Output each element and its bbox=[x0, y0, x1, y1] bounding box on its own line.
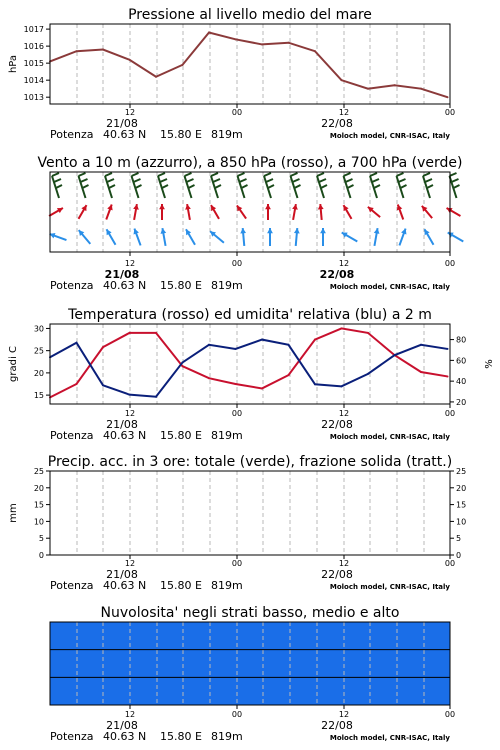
humidity-line-point bbox=[420, 344, 422, 346]
temperature-line-point bbox=[102, 346, 104, 348]
cloud-cover-chart bbox=[50, 605, 450, 705]
wind-10m-arrow bbox=[210, 231, 224, 243]
date-label: 21/08 bbox=[106, 418, 138, 431]
x-tick-label: 12 bbox=[124, 710, 136, 719]
wind-850hpa-arrow bbox=[292, 204, 298, 220]
wind-850hpa-arrow bbox=[79, 205, 87, 219]
wind-850hpa-arrow bbox=[318, 204, 324, 220]
y-tick-label: 25 bbox=[33, 467, 44, 476]
y-tick-label: 20 bbox=[33, 368, 44, 378]
date-label: 22/08 bbox=[321, 568, 353, 581]
wind-700hpa-barb bbox=[370, 173, 380, 198]
location-lon: 15.80 E bbox=[160, 279, 202, 292]
temperature-humidity-chart bbox=[8, 307, 495, 407]
wind-850hpa-arrow bbox=[344, 205, 352, 219]
y-tick-label: 5 bbox=[38, 534, 44, 544]
humidity-line-point bbox=[288, 344, 290, 346]
x-tick-label: 00 bbox=[444, 710, 456, 719]
model-credit: Moloch model, CNR-ISAC, Italy bbox=[329, 734, 450, 742]
model-credit: Moloch model, CNR-ISAC, Italy bbox=[329, 132, 450, 140]
y-tick-label: 20 bbox=[33, 483, 44, 493]
humidity-line-point bbox=[394, 354, 396, 356]
wind-850hpa-arrow bbox=[106, 204, 112, 219]
wind-700hpa-barb bbox=[211, 173, 221, 198]
location-lat: 40.63 N bbox=[103, 279, 147, 292]
date-label: 21/08 bbox=[106, 117, 138, 130]
date-label: 22/08 bbox=[321, 719, 353, 732]
pressure-line-point bbox=[129, 59, 131, 61]
plot-frame bbox=[50, 24, 450, 104]
y-tick-label: 0 bbox=[38, 551, 44, 560]
date-label: 22/08 bbox=[319, 268, 355, 281]
precipitation-chart bbox=[8, 454, 466, 560]
pressure-line bbox=[50, 33, 448, 98]
y-axis-label: mm bbox=[8, 503, 19, 523]
humidity-line-point bbox=[76, 342, 78, 344]
model-credit: Moloch model, CNR-ISAC, Italy bbox=[329, 283, 450, 291]
pressure-line-point bbox=[182, 64, 184, 66]
wind-850hpa-arrow bbox=[185, 204, 191, 220]
pressure-line-point bbox=[208, 32, 210, 34]
wind-700hpa-barb bbox=[344, 173, 354, 198]
humidity-line-point bbox=[208, 344, 210, 346]
y-tick-label-right: 20 bbox=[456, 483, 467, 493]
wind-850hpa-arrow bbox=[211, 205, 219, 219]
location-name: Potenza bbox=[50, 579, 94, 592]
y-tick-label-right: 20 bbox=[456, 397, 467, 407]
chart-title: Nuvolosita' negli strati basso, medio e alto bbox=[100, 605, 400, 621]
pressure-line-point bbox=[367, 88, 369, 90]
temperature-line-point bbox=[288, 374, 290, 376]
location-elevation: 819m bbox=[211, 429, 243, 442]
pressure-line-point bbox=[155, 76, 157, 78]
location-name: Potenza bbox=[50, 429, 94, 442]
wind-700hpa-barb bbox=[105, 173, 115, 198]
temperature-line-point bbox=[420, 371, 422, 373]
wind-10m-arrow bbox=[267, 228, 273, 246]
location-elevation: 819m bbox=[211, 579, 243, 592]
humidity-line-point bbox=[367, 373, 369, 375]
wind-850hpa-arrow bbox=[422, 206, 432, 218]
temperature-line-point bbox=[314, 339, 316, 341]
temperature-line-point bbox=[367, 332, 369, 334]
x-tick-label: 00 bbox=[444, 559, 456, 568]
pressure-line-point bbox=[235, 38, 237, 40]
wind-700hpa-barb bbox=[79, 173, 89, 198]
location-lon: 15.80 E bbox=[160, 429, 202, 442]
x-tick-label: 12 bbox=[338, 108, 350, 117]
y-tick-label-right: 60 bbox=[456, 356, 467, 366]
wind-700hpa-barb bbox=[264, 173, 274, 198]
y-tick-label: 15 bbox=[33, 500, 44, 510]
x-tick-label: 00 bbox=[231, 710, 243, 719]
y-tick-label: 1013 bbox=[23, 93, 44, 103]
y-tick-label: 1014 bbox=[23, 76, 44, 86]
humidity-line-point bbox=[182, 361, 184, 363]
wind-700hpa-barb bbox=[291, 173, 301, 198]
x-tick-label: 12 bbox=[124, 259, 136, 268]
pressure-line-point bbox=[261, 43, 263, 45]
wind-850hpa-arrow bbox=[397, 204, 403, 219]
y-tick-label-right: 25 bbox=[456, 467, 467, 476]
cloud-cover-fill bbox=[50, 622, 450, 705]
location-name: Potenza bbox=[50, 128, 94, 141]
wind-10m-arrow bbox=[399, 229, 406, 246]
humidity-line-point bbox=[261, 339, 263, 341]
date-label: 22/08 bbox=[321, 117, 353, 130]
wind-850hpa-arrow bbox=[265, 204, 271, 220]
wind-850hpa-arrow bbox=[447, 208, 461, 216]
location-name: Potenza bbox=[50, 279, 94, 292]
plot-frame bbox=[50, 324, 450, 404]
time-axis-3 bbox=[50, 555, 455, 592]
location-elevation: 819m bbox=[211, 730, 243, 743]
wind-10m-arrow bbox=[425, 229, 434, 245]
y-tick-label-right: 10 bbox=[456, 517, 467, 527]
y-tick-label-right: 40 bbox=[456, 377, 467, 387]
temperature-line-point bbox=[447, 375, 449, 377]
temperature-line-point bbox=[155, 332, 157, 334]
x-tick-label: 12 bbox=[338, 409, 350, 418]
chart-title: Temperatura (rosso) ed umidita' relativa (blu) a 2 m bbox=[68, 307, 432, 323]
y-tick-label-right: 5 bbox=[456, 534, 462, 544]
x-tick-label: 12 bbox=[338, 559, 350, 568]
temperature-line-point bbox=[261, 387, 263, 389]
humidity-line-point bbox=[341, 385, 343, 387]
x-tick-label: 12 bbox=[338, 710, 350, 719]
wind-850hpa-arrow bbox=[237, 205, 246, 218]
humidity-line bbox=[50, 340, 448, 397]
location-lon: 15.80 E bbox=[160, 730, 202, 743]
wind-700hpa-barb bbox=[450, 173, 460, 198]
wind-10m-arrow bbox=[107, 229, 116, 245]
time-axis-0 bbox=[50, 104, 455, 141]
wind-10m-arrow bbox=[240, 228, 246, 246]
y-axis-label: hPa bbox=[8, 54, 19, 74]
x-tick-label: 00 bbox=[231, 259, 243, 268]
time-axis-4 bbox=[50, 705, 455, 743]
location-lat: 40.63 N bbox=[103, 730, 147, 743]
y-axis-label-right: % bbox=[484, 359, 495, 369]
pressure-chart bbox=[8, 7, 450, 104]
temperature-line-point bbox=[129, 332, 131, 334]
wind-10m-arrow bbox=[50, 233, 67, 240]
wind-10m-arrow bbox=[374, 228, 380, 246]
location-name: Potenza bbox=[50, 730, 94, 743]
wind-850hpa-arrow bbox=[159, 204, 165, 220]
y-tick-label: 15 bbox=[33, 391, 44, 401]
wind-700hpa-barb bbox=[158, 173, 168, 198]
location-lon: 15.80 E bbox=[160, 579, 202, 592]
y-tick-label: 10 bbox=[33, 517, 44, 527]
temperature-line-point bbox=[208, 377, 210, 379]
plot-frame bbox=[50, 471, 450, 555]
pressure-line-point bbox=[76, 50, 78, 52]
y-tick-label-right: 0 bbox=[456, 551, 462, 560]
x-tick-label: 12 bbox=[338, 259, 350, 268]
wind-700hpa-barb bbox=[238, 173, 248, 198]
humidity-line-point bbox=[235, 348, 237, 350]
location-elevation: 819m bbox=[211, 128, 243, 141]
time-axis-2 bbox=[50, 404, 455, 442]
wind-700hpa-barb bbox=[317, 173, 327, 198]
x-tick-label: 00 bbox=[444, 409, 456, 418]
wind-700hpa-barb bbox=[185, 173, 195, 198]
temperature-line-point bbox=[341, 327, 343, 329]
date-label: 22/08 bbox=[321, 418, 353, 431]
chart-title: Vento a 10 m (azzurro), a 850 hPa (rosso), a 700 hPa (verde) bbox=[37, 155, 463, 171]
location-lat: 40.63 N bbox=[103, 579, 147, 592]
y-tick-label: 25 bbox=[33, 346, 44, 356]
wind-10m-arrow bbox=[134, 229, 141, 246]
x-tick-label: 00 bbox=[231, 559, 243, 568]
humidity-line-point bbox=[314, 383, 316, 385]
location-lon: 15.80 E bbox=[160, 128, 202, 141]
wind-chart bbox=[37, 155, 463, 252]
x-tick-label: 00 bbox=[444, 259, 456, 268]
time-axis-1 bbox=[50, 252, 455, 292]
wind-10m-arrow bbox=[186, 229, 195, 245]
location-lat: 40.63 N bbox=[103, 128, 147, 141]
humidity-line-point bbox=[155, 396, 157, 398]
model-credit: Moloch model, CNR-ISAC, Italy bbox=[329, 583, 450, 591]
humidity-line-point bbox=[447, 348, 449, 350]
pressure-line-point bbox=[102, 49, 104, 51]
x-tick-label: 00 bbox=[444, 108, 456, 117]
x-tick-label: 12 bbox=[124, 409, 136, 418]
temperature-line-point bbox=[76, 383, 78, 385]
x-tick-label: 00 bbox=[231, 108, 243, 117]
date-label: 21/08 bbox=[104, 268, 140, 281]
wind-700hpa-barb bbox=[52, 173, 62, 198]
date-label: 21/08 bbox=[106, 568, 138, 581]
wind-700hpa-barb bbox=[132, 173, 142, 198]
chart-title: Pressione al livello medio del mare bbox=[128, 7, 372, 23]
y-tick-label: 1015 bbox=[23, 59, 44, 69]
x-tick-label: 00 bbox=[231, 409, 243, 418]
pressure-line-point bbox=[314, 50, 316, 52]
pressure-line-point bbox=[420, 88, 422, 90]
pressure-line-point bbox=[341, 79, 343, 81]
chart-title: Precip. acc. in 3 ore: totale (verde), frazione solida (tratt.) bbox=[47, 454, 453, 470]
x-tick-label: 12 bbox=[124, 108, 136, 117]
humidity-line-point bbox=[129, 394, 131, 396]
y-tick-label-right: 80 bbox=[456, 335, 467, 345]
wind-850hpa-arrow bbox=[49, 208, 63, 216]
y-tick-label: 1016 bbox=[23, 42, 44, 52]
wind-10m-arrow bbox=[320, 228, 326, 246]
wind-10m-arrow bbox=[79, 230, 91, 244]
location-lat: 40.63 N bbox=[103, 429, 147, 442]
y-tick-label: 30 bbox=[33, 324, 44, 334]
date-label: 21/08 bbox=[106, 719, 138, 732]
wind-700hpa-barb bbox=[397, 173, 407, 198]
wind-850hpa-arrow bbox=[133, 204, 139, 220]
pressure-line-point bbox=[288, 42, 290, 44]
model-credit: Moloch model, CNR-ISAC, Italy bbox=[329, 433, 450, 441]
y-axis-label: gradi C bbox=[8, 346, 19, 382]
wind-10m-arrow bbox=[294, 228, 300, 246]
temperature-line-point bbox=[182, 365, 184, 367]
y-tick-label: 1017 bbox=[23, 25, 44, 35]
temperature-line-point bbox=[235, 383, 237, 385]
location-elevation: 819m bbox=[211, 279, 243, 292]
x-tick-label: 12 bbox=[124, 559, 136, 568]
humidity-line-point bbox=[102, 384, 104, 386]
y-tick-label-right: 15 bbox=[456, 500, 467, 510]
wind-10m-arrow bbox=[161, 228, 167, 246]
pressure-line-point bbox=[394, 84, 396, 86]
pressure-line-point bbox=[447, 96, 449, 98]
